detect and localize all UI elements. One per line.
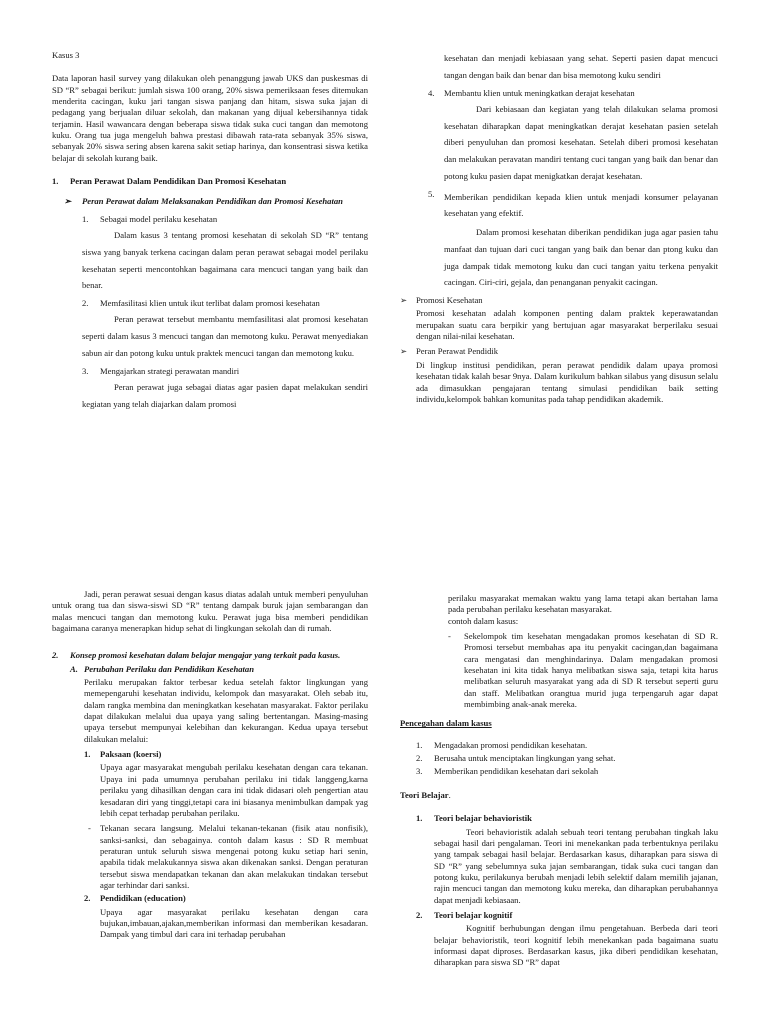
subsection-heading: ➢ Peran Perawat dalam Melaksanakan Pendidikan dan Promosi Kesehatan xyxy=(64,196,343,207)
paragraph: kesehatan dan menjadi kebiasaan yang sehat. Seperti pasien dapat mencuci tangan dengan baik dan benar dan bisa memotong kuku sendiri xyxy=(444,53,718,80)
section-heading-1: 1. Peran Perawat Dalam Pendidikan Dan Promosi Kesehatan xyxy=(52,176,287,187)
paragraph: contoh dalam kasus: xyxy=(448,615,519,626)
dash-item: - Sekelompok tim kesehatan mengadakan promos kesehatan di SD R. Promosi tersebut membahas apa itu penyakit cacingan,dan bagaimana cara mengatasi dan menghindarinya. Dalam mengadakan promosi kesehatan ini kita tidak hanya melibatkan siswa saja, tetapi kita harus melibatkan seluruh masyarakat yang ada di SD R tersebut seperti guru dan staff. Melibatkan orangtua murid juga terpengaruh agar dapat membimbing anak-anak mereka. xyxy=(448,631,718,710)
left-column-bottom xyxy=(52,589,368,945)
bullet-item: ➢ Peran Perawat Pendidik xyxy=(400,346,499,357)
right-column-bottom xyxy=(400,593,718,973)
list-item: 3. Memberikan pendidikan kesehatan dari sekolah xyxy=(416,766,599,777)
bullet-item: ➢ Promosi Kesehatan xyxy=(400,295,483,306)
dash-item: - Tekanan secara langsung. Melalui tekanan-tekanan (fisik atau nonfisik), sanksi-sanksi, dan sebagainya. contoh dalam kasus : SD R membuat peraturan untuk seluruh siswa mengenai potong kuku setiap hari senin, apabila tidak melakukannya siswa akan dikenakan sanksi. Dengan peraturan tersebut siswa mendapatkan tekanan dan akan melakukan tindakan tersebut agar terhindar dari sanksi. xyxy=(88,823,368,890)
right-column-top xyxy=(400,50,718,409)
paragraph: Perilaku merupakan faktor terbesar kedua setelah faktor lingkungan yang memepengaruhi kesehatan individu, kelompok dan masyarakat. Oleh sebab itu, dalam rangka membina dan meningkatkan kesehatan masyarakat. Faktor perilaku dapat dilakukan melalui dua upaya yang saling bertentangan. Masing-masing upaya tersebut mempunyai kelebihan dan kekurangan. Kedua upaya tersebut dilakukan melalui: xyxy=(84,677,368,744)
page-gap xyxy=(0,512,768,576)
subsection-heading-a: A. Perubahan Perilaku dan Pendidikan Kesehatan xyxy=(70,663,254,674)
role-list xyxy=(52,214,368,413)
section-heading-2: 2. Konsep promosi kesehatan dalam belajar mengajar yang terkait pada kasus. xyxy=(52,650,341,661)
arrow-bullet-icon: ➢ xyxy=(400,295,408,306)
paragraph: Di lingkup institusi pendidikan, peran perawat pendidik dalam upaya promosi kesehatan tidak kalah besar 9nya. Dalam kurikulum bahkan silabus yang disusun selalu ada dimasukkan pengajaran tentang simulasi pendidikan baik setting individu,kelompok bahkan komunitas pada tahap pendidikan akademik. xyxy=(416,359,718,404)
list-item: 1. Teori belajar behavioristik xyxy=(416,813,532,824)
theory-list xyxy=(400,813,718,968)
case-description: Data laporan hasil survey yang dilakukan oleh penanggung jawab UKS dan puskesmas di SD “R” sebagai berikut: jumlah siswa 100 orang, 20% siswa pemeriksaan feses ditemukan menderita cacingan, kuku jari tangan siswa panjang dan hitam, siswa suka jajan di pedagang yang berjualan diluar sekolah, dan makanan yang dijual kebersihannya tidak terjamin. Hasil wawancara dengan beberapa siswa tidak suka cuci tangan dan memotong kuku. Orang tua juga mengeluh bahwa prestasi dibawah rata-rata sebanyak 35% siswa, sebanyak 20% siswa sering absen karena sakit setiap harinya, dan konsentrasi siswa ketika belajar di sekolah kurang baik. xyxy=(52,73,368,163)
paragraph: perilaku masyarakat memakan waktu yang lama tetapi akan bertahan lama pada perubahan perilaku kesehatan masyarakat. xyxy=(448,593,718,615)
left-column-top xyxy=(52,50,368,417)
role-list-continued xyxy=(400,88,718,292)
paragraph: Upaya agar masyarakat perilaku kesehatan dengan cara bujukan,imbauan,ajakan,memberikan informasi dan memberikan kesadaran. Dampak yang timbul dari cara ini terhadap perubahan xyxy=(100,906,368,940)
paragraph: Dalam kasus 3 tentang promosi kesehatan di sekolah SD “R” tentang siswa yang banyak terkena cacingan dalam peran perawat sebagai model perilaku kesehatan seperti mencontohkan bagaimana cara mencuci tangan yang baik dan benar. xyxy=(82,230,368,291)
list-item: 1. Mengadakan promosi pendidikan kesehatan. xyxy=(416,739,588,750)
list-item: 4. Membantu klien untuk meningkatkan derajat kesehatan xyxy=(428,87,635,98)
list-item: 2. Berusaha untuk menciptakan lingkungan yang sehat. xyxy=(416,753,616,764)
paragraph: Upaya agar masyarakat mengubah perilaku kesehatan dengan cara tekanan. Upaya ini pada umumnya perubahan perilaku ini tidak langgeng,karna perilaku yang dihasilkan dengan cara ini tidak didasari oleh pengertian atau kesadaran diri yang tinggi,tetapi cara ini biasanya menimbulkan dampak yag lebih cepat terhadap perubahan perilaku. xyxy=(100,762,368,818)
case-title: Kasus 3 xyxy=(52,50,80,60)
effort-list xyxy=(70,749,368,941)
list-item: 1. Sebagai model perilaku kesehatan xyxy=(82,213,218,224)
learning-theory-heading: Teori Belajar. xyxy=(400,789,451,800)
list-item: 2. Memfasilitasi klien untuk ikut terlibat dalam promosi kesehatan xyxy=(82,298,320,309)
paragraph: Peran perawat tersebut membantu memfasilitasi alat promosi kesehatan seperti dalam kasus 3 mencuci tangan dan memotong kuku. Perawat menyediakan sabun air dan potong kuku untuk praktek mencuci tangan dan memotong kuku. xyxy=(82,314,368,358)
paragraph: Promosi kesehatan adalah komponen penting dalam praktek keperawatandan merupakan suatu cara berpikir yang bertujuan agar masyarakat berperilaku sesuai dengan nilai-nilai kesehatan. xyxy=(416,308,718,342)
list-item: 2. Teori belajar kognitif xyxy=(416,909,513,920)
list-item: 2. Pendidikan (education) xyxy=(84,893,186,904)
prevention-list xyxy=(400,740,718,778)
paragraph: Dari kebiasaan dan kegiatan yang telah dilakukan selama promosi kesehatan diharapkan dapat meningkatkan derajat kesehatan pasien setelah diberi penyuluhan dan promosi kesehatan. Setelah diberi promosi kesehatan dan melakukan peravatan mandiri tentang cuci tangan yang baik dan benar dan potong kuku pasien dapat menigkatkan derajat kesehatan. xyxy=(444,103,718,181)
paragraph: Kognitif berhubungan dengan ilmu pengetahuan. Berbeda dari teori belajar behavioristik, teori kognitif lebih menekankan pada bagaimana suatu informasi dapat diproses. Berdasarkan kasus, jika diberi pendidikan kesehatan, diharapkan para siswa SD “R” dapat xyxy=(434,923,718,968)
list-item: 5. Memberikan pendidikan kepada klien untuk menjadi konsumer pelayanan kesehatan yang efektif. xyxy=(428,188,718,219)
arrow-bullet-icon: ➢ xyxy=(400,346,408,357)
paragraph: Jadi, peran perawat sesuai dengan kasus diatas adalah untuk memberi penyuluhan untuk orang tua dan siswa-siswi SD “R” tentang dampak buruk jajan sembarangan dan malas mencuci tangan dan memotong kuku. Perawat juga bisa memberi pendidikan bagaimana caranya menerapkan hidup sehat di lingkungan sekolah dan di rumah. xyxy=(52,589,368,634)
paragraph: Dalam promosi kesehatan diberikan pendidikan juga agar pasien tahu manfaat dan tujuan dari cuci tangan yang baik dan benar dan ptong kuku dan juga dampak tidak memotong kuku dan cuci tangan yaitu terkena penyakit cacingan. Ciri-ciri, gejala, dan penanganan penyakit cacingan. xyxy=(444,227,718,288)
document-page-bottom xyxy=(0,576,768,1024)
paragraph: Peran perawat juga sebagai diatas agar pasien dapat melakukan sendiri kegiatan yang telah diajarkan dalam promosi xyxy=(82,382,368,409)
prevention-heading: Pencegahan dalam kasus xyxy=(400,718,492,729)
arrow-bullet-icon: ➢ xyxy=(64,196,72,207)
list-item: 1. Paksaan (koersi) xyxy=(84,749,162,760)
paragraph: Teori behavioristik adalah sebuah teori tentang perubahan tingkah laku sebagai hasil dari pengalaman. Teori ini menekankan pada terbentuknya perilaku yang tampak sebagai hasil belajar. Berdasarkan kasus, diharapkan para siswa di SD “R” yang sebelumnya suka jajan sembarangan, tidak suka cuci tangan dan potong kuku, perilakunya berubah menjadi lebih selektif dalam memilih jajanan, rajin mencuci tangan dan memotong kuku mereka, dan diharapkan perubahannya dapat menjadi kebiasaan. xyxy=(434,826,718,905)
list-item: 3. Mengajarkan strategi perawatan mandiri xyxy=(82,365,240,376)
